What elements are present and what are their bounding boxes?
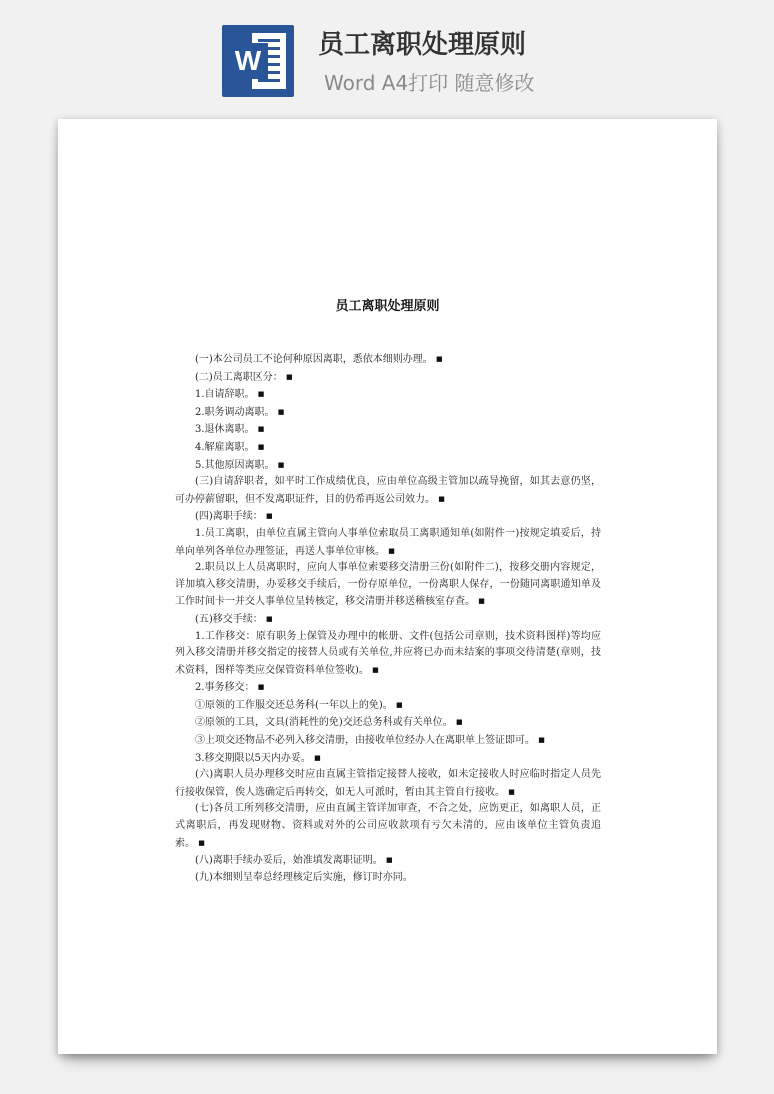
- paragraph-text: (一)本公司员工不论何种原因离职，悉依本细则办理。: [195, 354, 433, 365]
- document-paragraph: [175, 560, 601, 611]
- paragraph-end-mark: ■: [257, 442, 265, 451]
- document-paragraph: [175, 421, 601, 439]
- paragraph-text: 1.自请辞职。: [195, 389, 255, 401]
- paragraph-end-mark: ■: [198, 838, 205, 847]
- word-icon-line: [258, 39, 280, 42]
- paragraph-text: 4.解雇离职。: [195, 441, 255, 453]
- paragraph-end-mark: ■: [478, 597, 485, 606]
- document-paragraph: [175, 679, 601, 697]
- paragraph-text: (六)离职人员办理移交时应由直属主管指定接替人接收，如未定接收人时应临时指定人员先行接收保管，俟人选确定后再转交，如无人可派时，暂由其主管自行接收。: [175, 769, 601, 798]
- paragraph-text: (二)员工离职区分：: [195, 371, 283, 383]
- document-paragraph: [175, 457, 601, 475]
- paragraph-end-mark: ■: [456, 718, 463, 727]
- document-paragraph: [175, 870, 601, 887]
- document-paragraph: [175, 852, 601, 870]
- paragraph-end-mark: ■: [438, 494, 445, 503]
- document-paragraph: [175, 714, 601, 732]
- document-paragraph: [175, 732, 601, 750]
- paragraph-end-mark: ■: [436, 355, 443, 363]
- paragraph-text: 5.其他原因离职。: [195, 459, 275, 471]
- document-title: 员工离职处理原则: [335, 299, 440, 314]
- paragraph-text: 3.退休离职。: [195, 424, 255, 436]
- document-paragraph: [175, 767, 601, 801]
- paragraph-end-mark: ■: [257, 425, 265, 434]
- paragraph-text: (七)各员工所列移交清册，应由直属主管详加审查，不合之处，应饬更正，如离职人员，正式离职后，再发现财物、资料或对外的公司应收款项有亏欠未清的，应由该单位主管负责追索。: [175, 803, 601, 849]
- paragraph-end-mark: ■: [396, 700, 403, 709]
- paragraph-text: (四)离职手续：: [195, 511, 263, 523]
- paragraph-text: ③上项交还物品不必列入移交清册，由接收单位经办人在离职单上签证即可。: [195, 735, 535, 747]
- paragraph-text: 1.员工离职，由单位直属主管向人事单位索取员工离职通知单(如附件一)按规定填妥后，持单向单列各单位办理签证，再送人事单位审核。: [175, 527, 601, 557]
- paragraph-end-mark: ■: [277, 460, 285, 469]
- word-icon-line: [258, 79, 280, 82]
- paragraph-text: (八)离职手续办妥后，始准填发离职证明。: [195, 855, 383, 867]
- paragraph-end-mark: ■: [538, 736, 545, 745]
- document-paragraph: [175, 750, 601, 768]
- paragraph-end-mark: ■: [257, 683, 265, 692]
- document-page: [58, 119, 717, 1054]
- paragraph-text: ①原领的工作服交还总务科(一年以上的免)。: [195, 699, 393, 711]
- document-paragraph: [175, 351, 601, 369]
- paragraph-end-mark: ■: [372, 665, 379, 674]
- paragraph-text: (九)本细则呈奉总经理核定后实施，修订时亦同。: [195, 871, 413, 883]
- paragraph-text: 2.事务移交：: [195, 682, 255, 694]
- document-paragraph: [175, 801, 601, 852]
- paragraph-end-mark: ■: [257, 390, 265, 399]
- document-paragraph: [175, 611, 601, 629]
- document-body: [175, 351, 601, 886]
- paragraph-end-mark: ■: [386, 856, 393, 865]
- paragraph-end-mark: ■: [277, 407, 285, 416]
- paragraph-text: 1.工作移交：原有职务上保管及办理中的帐册、文件(包括公司章则，技术资料图样)等均应列入移交清册并移交指定的接替人员或有关单位,并应将已办而未结案的事项交待清楚(章则，技术资料，图样等类应交保管资料单位签收)。: [175, 630, 601, 676]
- paragraph-end-mark: ■: [508, 787, 515, 796]
- document-paragraph: [175, 474, 601, 508]
- paragraph-end-mark: ■: [314, 753, 321, 762]
- paragraph-text: 2.职务调动离职。: [195, 406, 275, 418]
- paragraph-text: (五)移交手续：: [195, 613, 263, 625]
- document-paragraph: [175, 369, 601, 387]
- paragraph-end-mark: ■: [266, 512, 273, 521]
- header-banner: [0, 0, 774, 110]
- word-icon-letter: W: [228, 43, 268, 79]
- paragraph-text: 2.职员以上人员离职时，应向人事单位索要移交清册三份(如附件二)，按移交册内容规定，详加填入移交清册，办妥移交手续后，一份存原单位，一份离职人保存，一份随同离职通知单及工作时间卡一并交人事单位呈转核定，移交清册并移送稽核室存查。: [175, 562, 601, 608]
- paragraph-text: 3.移交期限以5天内办妥。: [195, 752, 311, 764]
- document-paragraph: [175, 508, 601, 526]
- document-paragraph: [175, 386, 601, 404]
- banner-title: 员工离职处理原则: [318, 30, 527, 60]
- document-paragraph: [175, 629, 601, 680]
- banner-subtitle: Word A4打印 随意修改: [324, 71, 535, 95]
- document-paragraph: [175, 439, 601, 457]
- paragraph-end-mark: ■: [266, 614, 273, 623]
- document-paragraph: [175, 404, 601, 422]
- document-paragraph: [175, 526, 601, 560]
- paragraph-text: (三)自请辞职者，如平时工作成绩优良，应由单位高级主管加以疏导挽留，如其去意仍坚，可办停薪留职，但不发离职证件，目的仍希再返公司效力。: [175, 476, 601, 505]
- paragraph-text: ②原领的工具，文具(消耗性的免)交还总务科或有关单位。: [195, 717, 453, 729]
- paragraph-end-mark: ■: [286, 372, 293, 381]
- document-paragraph: [175, 697, 601, 715]
- word-doc-icon: [222, 25, 294, 97]
- paragraph-end-mark: ■: [388, 546, 395, 555]
